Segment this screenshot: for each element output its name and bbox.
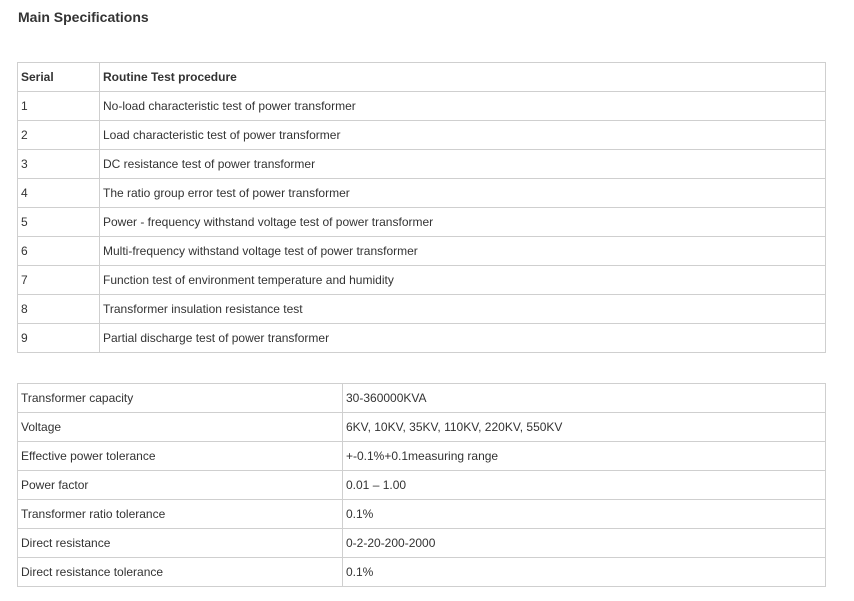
table-row [18, 295, 826, 324]
table-row [18, 500, 826, 529]
serial-cell: 7 [18, 266, 100, 295]
table-row [18, 266, 826, 295]
procedure-cell: Function test of environment temperature and humidity [100, 266, 826, 295]
page-title: Main Specifications [18, 9, 149, 25]
parameter-cell: Direct resistance [18, 529, 343, 558]
table-row [18, 179, 826, 208]
table-row [18, 237, 826, 266]
parameter-cell: Effective power tolerance [18, 442, 343, 471]
serial-cell: 2 [18, 121, 100, 150]
table-row [18, 442, 826, 471]
serial-cell: 1 [18, 92, 100, 121]
procedure-cell: Power - frequency withstand voltage test of power transformer [100, 208, 826, 237]
serial-cell: 8 [18, 295, 100, 324]
serial-cell: 5 [18, 208, 100, 237]
specifications-table [17, 383, 826, 587]
table-row [18, 121, 826, 150]
header-procedure: Routine Test procedure [100, 63, 826, 92]
procedure-cell: Load characteristic test of power transformer [100, 121, 826, 150]
table-row [18, 471, 826, 500]
value-cell: 30-360000KVA [343, 384, 826, 413]
procedures-table [17, 62, 826, 353]
table-row [18, 558, 826, 587]
table-row [18, 529, 826, 558]
procedure-cell: Transformer insulation resistance test [100, 295, 826, 324]
procedure-cell: DC resistance test of power transformer [100, 150, 826, 179]
value-cell: 0.1% [343, 500, 826, 529]
serial-cell: 3 [18, 150, 100, 179]
value-cell: 0.1% [343, 558, 826, 587]
value-cell: +-0.1%+0.1measuring range [343, 442, 826, 471]
procedure-cell: The ratio group error test of power transformer [100, 179, 826, 208]
table-row [18, 413, 826, 442]
procedure-cell: Partial discharge test of power transformer [100, 324, 826, 353]
serial-cell: 9 [18, 324, 100, 353]
value-cell: 0-2-20-200-2000 [343, 529, 826, 558]
procedure-cell: Multi-frequency withstand voltage test of power transformer [100, 237, 826, 266]
serial-cell: 4 [18, 179, 100, 208]
value-cell: 6KV, 10KV, 35KV, 110KV, 220KV, 550KV [343, 413, 826, 442]
table-row [18, 208, 826, 237]
table-row [18, 150, 826, 179]
parameter-cell: Transformer capacity [18, 384, 343, 413]
header-serial: Serial [18, 63, 100, 92]
table-row [18, 92, 826, 121]
table-row [18, 324, 826, 353]
parameter-cell: Direct resistance tolerance [18, 558, 343, 587]
value-cell: 0.01 – 1.00 [343, 471, 826, 500]
parameter-cell: Transformer ratio tolerance [18, 500, 343, 529]
procedure-cell: No-load characteristic test of power transformer [100, 92, 826, 121]
serial-cell: 6 [18, 237, 100, 266]
table-header-row [18, 63, 826, 92]
table-row [18, 384, 826, 413]
parameter-cell: Voltage [18, 413, 343, 442]
parameter-cell: Power factor [18, 471, 343, 500]
